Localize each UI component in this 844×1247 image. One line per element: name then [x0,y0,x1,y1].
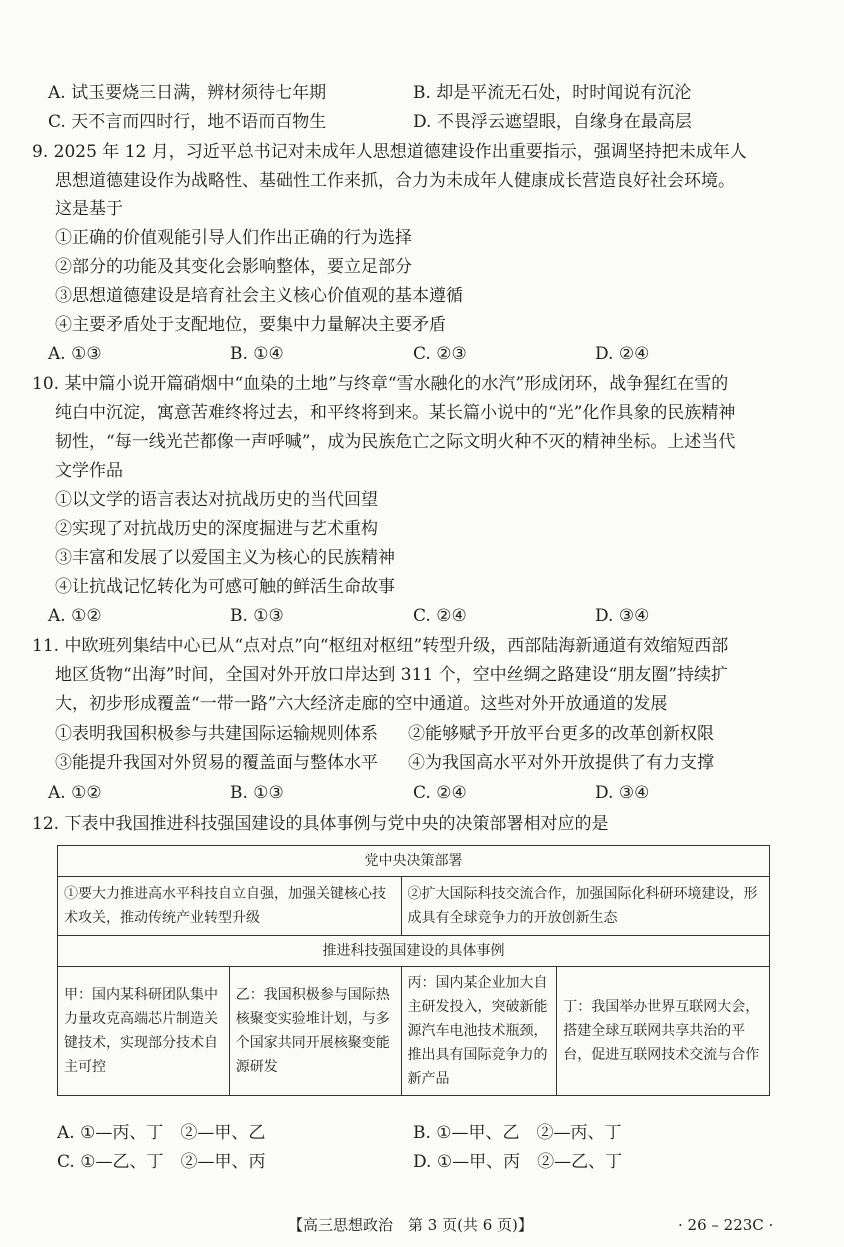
q10-stem-line: 纯白中沉淀，寓意苦难终将过去，和平终将到来。某长篇小说中的“光”化作具象的民族精神 [55,403,736,423]
decision-example-table [57,845,770,1096]
example-bing-cell: 丙：国内某企业加大自主研发投入，突破新能源汽车电池技术瓶颈，推出具有国际竞争力的新产品 [401,967,557,1096]
q11-option-d: D. ③④ [595,783,650,803]
decision-2-cell: ②扩大国际科技交流合作，加强国际化科研环境建设，形成具有全球竞争力的开放创新生态 [401,877,770,936]
q10-option-d: D. ③④ [595,606,650,626]
q10-stem-line: 10. 某中篇小说开篇硝烟中“血染的土地”与终章“雪水融化的水汽”形成闭环，战争猩红在雪的 [32,374,729,394]
q10-item: ②实现了对抗战历史的深度掘进与艺术重构 [55,519,378,539]
q9-option-b: B. ①④ [230,344,284,364]
q12-stem: 12. 下表中我国推进科技强国建设的具体事例与党中央的决策部署相对应的是 [32,814,609,834]
example-yi-cell: 乙：我国积极参与国际热核聚变实验堆计划，与多个国家共同开展核聚变能源研发 [229,967,401,1096]
q12-option-a: A. ①—丙、丁 ②—甲、乙 [57,1123,266,1143]
prev-option-c: C. 天不言而四时行，地不语而百物生 [48,112,327,132]
q9-option-c: C. ②③ [413,344,467,364]
q11-stem-line: 大，初步形成覆盖“一带一路”六大经济走廊的空中通道。这些对外开放通道的发展 [55,694,668,714]
q10-item: ④让抗战记忆转化为可感可触的鲜活生命故事 [55,577,395,597]
q9-option-a: A. ①③ [48,344,102,364]
prev-option-a: A. 试玉要烧三日满，辨材须待七年期 [48,83,327,103]
page-footer: 【高三思想政治 第 3 页(共 6 页)】 [288,1216,533,1234]
q9-item: ②部分的功能及其变化会影响整体，要立足部分 [55,257,412,277]
q10-stem-line: 韧性，“每一线光芒都像一声呼喊”，成为民族危亡之际文明火种不灭的精神坐标。上述当代 [55,432,736,452]
q12-option-c: C. ①—乙、丁 ②—甲、丙 [57,1152,266,1172]
q9-item: ④主要矛盾处于支配地位，要集中力量解决主要矛盾 [55,315,446,335]
q9-stem-line: 这是基于 [55,199,123,219]
q9-item: ①正确的价值观能引导人们作出正确的行为选择 [55,228,412,248]
q9-item: ③思想道德建设是培育社会主义核心价值观的基本遵循 [55,286,463,306]
q11-option-a: A. ①② [48,783,102,803]
table-header-examples: 推进科技强国建设的具体事例 [58,936,770,967]
q10-item: ①以文学的语言表达对抗战历史的当代回望 [55,490,378,510]
table-header-decisions: 党中央决策部署 [58,846,770,877]
q11-stem-line: 11. 中欧班列集结中心已从“点对点”向“枢纽对枢纽”转型升级，西部陆海新通道有效缩短西部 [32,636,729,656]
prev-option-d: D. 不畏浮云遮望眼，自缘身在最高层 [413,112,692,132]
q10-option-c: C. ②④ [413,606,467,626]
q10-item: ③丰富和发展了以爱国主义为核心的民族精神 [55,548,395,568]
q10-stem-line: 文学作品 [55,461,123,481]
exam-code: · 26 – 223C · [678,1216,774,1234]
q11-option-c: C. ②④ [413,783,467,803]
q12-option-b: B. ①—甲、乙 ②—丙、丁 [413,1123,622,1143]
q11-stem-line: 地区货物“出海”时间，全国对外开放口岸达到 311 个，空中丝绸之路建设“朋友圈”持续扩 [55,665,729,685]
q11-option-b: B. ①③ [230,783,284,803]
prev-option-b: B. 却是平流无石处，时时闻说有沉沦 [413,83,692,103]
q9-option-d: D. ②④ [595,344,650,364]
q9-stem-line: 9. 2025 年 12 月，习近平总书记对未成年人思想道德建设作出重要指示，强调坚持把未成年人 [32,142,747,162]
q10-option-b: B. ①③ [230,606,284,626]
q10-option-a: A. ①② [48,606,102,626]
q11-item: ②能够赋予开放平台更多的改革创新权限 [408,724,714,744]
example-ding-cell: 丁：我国举办世界互联网大会，搭建全球互联网共享共治的平台，促进互联网技术交流与合作 [557,967,770,1096]
q11-item: ①表明我国积极参与共建国际运输规则体系 [55,724,378,744]
q12-option-d: D. ①—甲、丙 ②—乙、丁 [413,1152,623,1172]
example-jia-cell: 甲：国内某科研团队集中力量攻克高端芯片制造关键技术，实现部分技术自主可控 [58,967,230,1096]
q11-item: ③能提升我国对外贸易的覆盖面与整体水平 [55,753,378,773]
q11-item: ④为我国高水平对外开放提供了有力支撑 [408,753,714,773]
q9-stem-line: 思想道德建设作为战略性、基础性工作来抓，合力为未成年人健康成长营造良好社会环境。 [55,171,735,191]
decision-1-cell: ①要大力推进高水平科技自立自强，加强关键核心技术攻关，推动传统产业转型升级 [58,877,402,936]
